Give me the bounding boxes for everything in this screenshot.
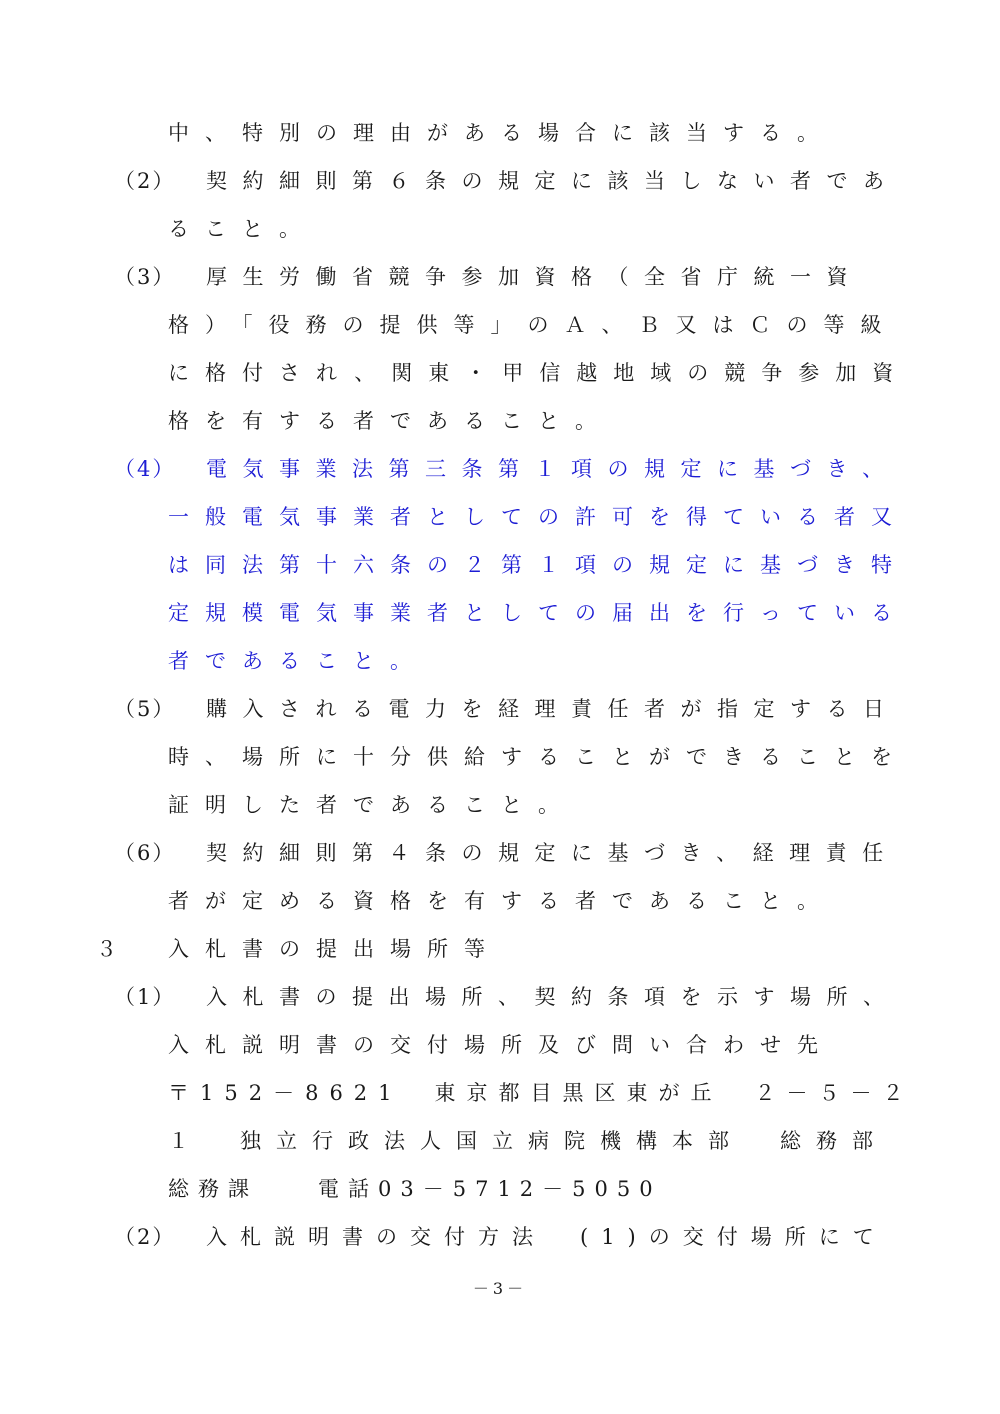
text-line: ること。 (168, 217, 316, 241)
text-line: 契約細則第６条の規定に該当しない者であ (206, 169, 900, 193)
text-line: 一般電気事業者としての許可を得ている者又 (168, 505, 908, 529)
section-number: ３ (96, 937, 117, 961)
text-line: 厚生労働省競争参加資格（全省庁統一資 (206, 265, 863, 289)
text-line: は同法第十六条の２第１項の規定に基づき特 (168, 553, 908, 577)
address-line: １ 独立行政法人国立病院機構本部 総務部 (168, 1129, 888, 1153)
text-line: 証明した者であること。 (168, 793, 575, 817)
text-line: 時、場所に十分供給することができることを (168, 745, 908, 769)
page-number: －3－ (472, 1279, 528, 1298)
text-line: 格）「役務の提供等」のＡ、Ｂ又はＣの等級 (168, 313, 898, 337)
text-line: 入札説明書の交付場所及び問い合わせ先 (168, 1033, 834, 1057)
address-line: 〒152－8621 東京都目黒区東が丘 ２－５－２ (168, 1081, 915, 1105)
list-marker: （6） (114, 841, 176, 865)
text-line: 契約細則第４条の規定に基づき、経理責任 (206, 841, 899, 865)
list-marker: （3） (114, 265, 176, 289)
text-line: 定規模電気事業者としての届出を行っている (168, 601, 908, 625)
list-marker: （2） (114, 169, 176, 193)
contact-line: 総務課 電話03－5712－5050 (168, 1177, 662, 1201)
list-marker: （2） (114, 1225, 176, 1249)
text-line: 電気事業法第三条第１項の規定に基づき、 (206, 457, 899, 481)
list-marker: （4） (114, 457, 176, 481)
list-marker: （5） (114, 697, 176, 721)
text-line: 購入される電力を経理責任者が指定する日 (206, 697, 900, 721)
text-line: に格付され、関東・甲信越地域の競争参加資 (168, 361, 910, 385)
list-marker: （1） (114, 985, 176, 1009)
text-line: 者であること。 (168, 649, 427, 673)
text-line: 入札説明書の交付方法 (1)の交付場所にて (206, 1225, 887, 1249)
text-line: 入札書の提出場所、契約条項を示す場所、 (206, 985, 900, 1009)
section-heading: 入札書の提出場所等 (168, 937, 501, 961)
text-line: 中、特別の理由がある場合に該当する。 (168, 121, 834, 145)
text-line: 格を有する者であること。 (168, 409, 612, 433)
text-line: 者が定める資格を有する者であること。 (168, 889, 834, 913)
